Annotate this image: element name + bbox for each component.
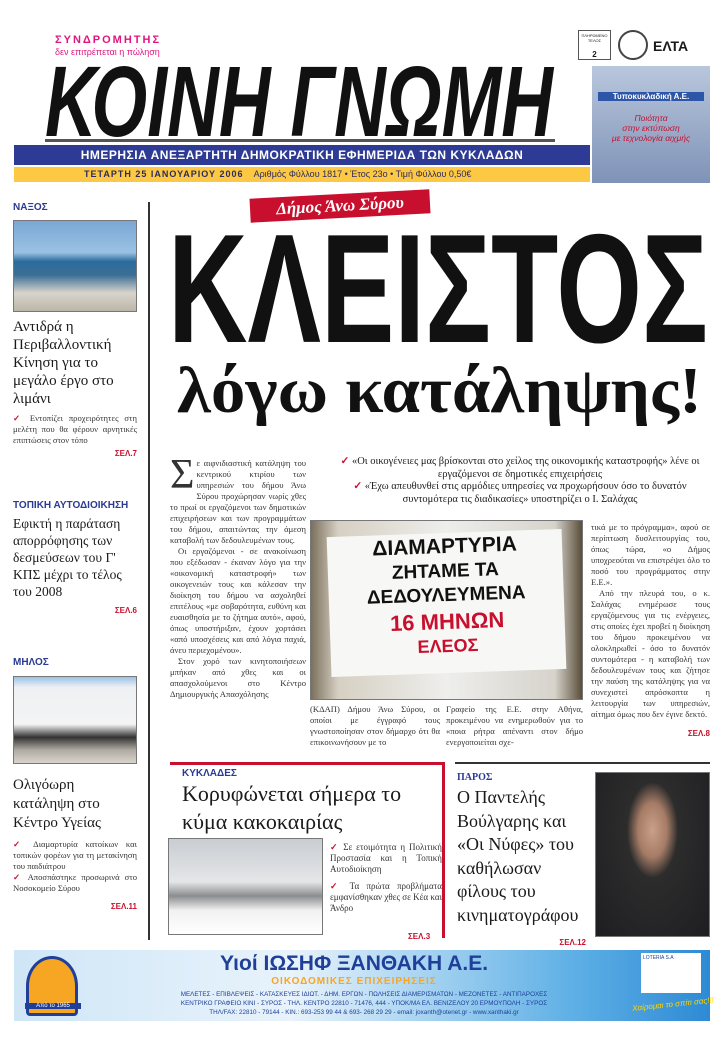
check-icon: ✓ — [330, 881, 343, 891]
issue-date: ΤΕΤΑΡΤΗ 25 ΙΑΝΟΥΑΡΙΟΥ 2006 — [84, 169, 244, 179]
printing-ad-brand: Τυποκυκλαδική Α.Ε. — [598, 92, 704, 101]
details-line: ΤΗΛ/FAX: 22810 - 79144 - ΚΙΝ.: 693-253 99 44 & 693- 268 29 29 - email: joxanth@otenet.gr - www.xanthaki.gr — [209, 1009, 519, 1016]
tagline-bar: ΗΜΕΡΗΣΙΑ ΑΝΕΞΑΡΤΗΤΗ ΔΗΜΟΚΡΑΤΙΚΗ ΕΦΗΜΕΡΙΔΑ ΤΩΝ ΚΥΚΛΑΔΩΝ — [14, 145, 590, 165]
story-bullet: Αποσπάστηκε προσωρινά στο Νοσοκομείο Σύρου — [13, 872, 138, 893]
deck-quote-2: «Έχω απευθυνθεί στις αρμόδιες υπηρεσίες να προχωρήσουν όσο το δυνατόν συντομότερα τις διαδικασίες» υποστηρίζει ο Ι. Σαλάχας — [364, 481, 687, 505]
sidebar-story-local-government[interactable] — [13, 500, 137, 615]
lead-headline[interactable] — [166, 224, 711, 346]
not-for-sale-label: δεν επιτρέπεται η πώληση — [55, 47, 160, 57]
column-rule — [148, 202, 150, 940]
sidebar-story-milos[interactable] — [13, 657, 137, 911]
page-ref[interactable]: ΣΕΛ.8 — [687, 729, 710, 738]
company-logo-icon — [26, 956, 78, 1016]
printing-ad-line3: με τεχνολογία αιχμής — [611, 133, 691, 143]
section-label: ΤΟΠΙΚΗ ΑΥΤΟΔΙΟΙΚΗΣΗ — [13, 500, 129, 511]
check-icon: ✓ — [13, 872, 24, 882]
lead-paragraph: Οι εργαζόμενοι - σε ανακοίνωση που εξέδωσαν - έκαναν λόγο για την «οικονομική καταστροφή» των οικογενειών τους και κάλεσαν την διοίκηση του δήμου να ασχοληθεί επιτέλους «με σοβαρότητα, ευθύνη και ευαισθησία με το ζήτημα αυτό», αφού, όπως υποστήριξαν, έχουν χορτάσει «από υποσχέσεις και από λόγια παχιά, άνευ περιεχομένου». — [170, 546, 306, 655]
story-bullet: Σε ετοιμότητα η Πολιτική Προστασία και η Τοπική Αυτοδιοίκηση — [330, 842, 443, 874]
date-bar — [14, 167, 590, 182]
seal-icon — [618, 30, 648, 60]
story-bullet: Εντοπίζει προχειρότητες στη μελέτη που θα φέρουν αρνητικές επιπτώσεις στον τόπο — [13, 413, 137, 445]
postage-number: 2 — [592, 50, 597, 59]
company-subtitle: ΟΙΚΟΔΟΜΙΚΕΣ ΕΠΙΧΕΙΡΗΣΕΙΣ — [271, 976, 437, 987]
banner-text: ΖΗΤΑΜΕ ΤΑ — [391, 559, 500, 584]
postage-label: ΠΛΗΡΩΜΕΝΟ ΤΕΛΟΣ — [581, 33, 608, 43]
lead-subheadline-text[interactable]: λόγω κατάληψης! — [177, 354, 702, 427]
check-icon: ✓ — [13, 839, 26, 849]
check-icon: ✓ — [340, 456, 350, 467]
section-label: ΜΗΛΟΣ — [13, 657, 49, 668]
newspaper-logo — [45, 62, 555, 138]
lead-paragraph: Στον χορό των κινητοποιήσεων μπήκαν από χθες και οι απασχολούμενοι στο Κέντρο Δημιουργικής Απασχόλησης — [170, 656, 306, 699]
lead-deck — [325, 456, 715, 506]
sidebar-story-naxos[interactable] — [13, 202, 137, 458]
health-center-photo — [13, 676, 137, 764]
lead-kicker: Δήμος Άνω Σύρου — [249, 189, 430, 222]
printing-ad-line1: Ποιότητα — [634, 113, 668, 123]
story-bullet: Τα πρώτα προβλήματα εμφανίσθηκαν χθες σε Κέα και Άνδρο — [330, 881, 442, 913]
page-ref[interactable]: ΣΕΛ.6 — [114, 606, 137, 615]
check-icon: ✓ — [353, 481, 363, 492]
page-ref[interactable]: ΣΕΛ.11 — [110, 902, 137, 911]
voulgaris-photo — [595, 772, 710, 937]
section-rule — [455, 762, 710, 764]
banner-text: ΔΙΑΜΑΡΤΥΡΙΑ — [371, 532, 518, 561]
section-label: ΠΑΡΟΣ — [457, 772, 493, 783]
story-headline[interactable]: Ολιγόωρη κατάληψη στο Κέντρο Υγείας — [13, 777, 101, 831]
lead-column-4 — [591, 522, 710, 739]
ad-slogan: Χαίρομαι το σπίτι σας!!! — [631, 995, 715, 1013]
section-label: ΝΑΞΟΣ — [13, 202, 48, 213]
drop-cap: Σ — [170, 452, 195, 498]
protest-banner — [327, 529, 567, 677]
lead-headline-text[interactable]: ΚΛΕΙΣΤΟΣ — [168, 224, 708, 346]
story-headline[interactable]: Κορυφώνεται σήμερα το κύμα κακοκαιρίας — [182, 781, 402, 834]
company-details — [99, 990, 629, 1017]
lead-paragraph: ε αιφνιδιαστική κατάληψη του κεντρικού κτιρίου των υπηρεσιών του δήμου Άνω Σύρου προχώρησαν νωρίς χθες το πρωί οι εργαζόμενοι των δημοτικών επιχειρήσεων και των προγραμμάτων του δήμου, απαιτώντας την άμεση καταβολή των δεδουλευμένων τους. — [170, 458, 306, 545]
lead-paragraph: τικά με το πρόγραμμα», αφού σε περίπτωση δυσλειτουργίας του, όπως τώρα, «ο Δήμος υποχρεούται να επιστρέψει όλο το ποσό του προγράμματος στην Ε.Ε.». — [591, 522, 710, 587]
lead-paragraph: Από την πλευρά του, ο κ. Σαλάχας ενημέρωσε τους εργαζόμενους για τις ενέργειες, στις οποίες έχει προβεί η διοίκηση του δήμου προκειμένου να ολοκληρωθεί - όσο το δυνατόν συντομότερα - η καταβολή των δεδουλευμένων τους και ζήτησε την παύση της κατάληψης για να συνεχιστεί απρόσκοπτα η λειτουργία των υπηρεσιών, αίτημα όμως που δεν έγινε δεκτό. — [591, 588, 710, 719]
lead-column-2: (ΚΔΑΠ) Δήμου Άνω Σύρου, οι οποίοι με έγγραφό τους γνωστοποίησαν στον δήμαρχο ότι θα επικοινωνήσουν με το — [310, 704, 440, 747]
subscriber-label: ΣΥΝΔΡΟΜΗΤΗΣ — [55, 34, 162, 46]
xanthakis-ad[interactable] — [14, 950, 715, 1021]
postage-badge — [578, 30, 611, 60]
deck-quote-1: «Οι οικογένειες μας βρίσκονται στο χείλος της οικονομικής καταστροφής» λένε οι εργαζόμενοι σε δημοτικές επιχειρήσεις — [351, 456, 700, 480]
lead-column-1 — [170, 452, 306, 700]
story-headline[interactable]: Αντιδρά η Περιβαλλοντική Κίνηση για το μεγάλο έργο στο λιμάνι — [13, 319, 114, 407]
newspaper-logo-text: ΚΟΙΝΗ ΓΝΩΜΗ — [45, 62, 555, 138]
check-icon: ✓ — [13, 413, 24, 423]
banner-text: ΕΛΕΟΣ — [417, 634, 479, 658]
company-name: Υιοί ΙΩΣΗΦ ΞΑΝΘΑΚΗ Α.Ε. — [219, 952, 489, 975]
elta-logo: ΕΛΤΑ — [653, 38, 689, 54]
check-icon: ✓ — [330, 842, 340, 852]
lead-subheadline[interactable] — [175, 352, 705, 432]
story-bullet: Διαμαρτυρία κατοίκων και τοπικών φορέων για τη μετακίνηση του παιδιάτρου — [13, 839, 137, 871]
page-ref[interactable]: ΣΕΛ.12 — [559, 938, 586, 947]
since-label: Από το 1965 — [25, 1003, 81, 1009]
logo-underline — [45, 139, 555, 142]
certification-badge: LOTERIA S.A — [641, 953, 701, 993]
story-headline[interactable]: Ο Παντελής Βούλγαρης και «Οι Νύφες» του καθήλωσαν φίλους του κινηματογράφου — [457, 787, 579, 925]
naxos-port-photo — [13, 220, 137, 312]
section-label: ΚΥΚΛΑΔΕΣ — [182, 768, 237, 779]
details-line: ΜΕΛΕΤΕΣ - ΕΠΙΒΛΕΨΕΙΣ - ΚΑΤΑΣΚΕΥΕΣ ΙΔΙΩΤ. - ΔΗΜ. ΕΡΓΩΝ - ΠΩΛΗΣΕΙΣ ΔΙΑΜΕΡΙΣΜΑΤΩΝ - ΜΕΖΟΝΕΤΕΣ - ΑΝΤΙΠΑΡΟΧΕΣ — [180, 991, 548, 998]
issue-info: Αριθμός Φύλλου 1817 • Έτος 23ο • Τιμή Φύλλου 0,50€ — [253, 169, 472, 179]
details-line: ΚΕΝΤΡΙΚΟ ΓΡΑΦΕΙΟ ΚΙΝΙ - ΣΥΡΟΣ - ΤΗΛ. ΚΕΝΤΡΟ 22810 - 71476, 444 - ΥΠΟΚ/ΜΑ ΕΛ. ΒΕΝΙΖΕΛΟΥ 20 ΕΡΜΟΥΠΟΛΗ - ΣΥΡΟΣ — [180, 1000, 548, 1007]
snow-photo — [168, 838, 323, 935]
story-headline[interactable]: Εφικτή η παράταση απορρόφησης των δεσμεύσεων του Γ' ΚΠΣ μέχρι το τέλος του 2008 — [13, 516, 122, 599]
printing-ad[interactable] — [592, 66, 710, 183]
banner-text: 16 ΜΗΝΩΝ — [389, 607, 505, 636]
printing-ad-line2: στην εκτύπωση — [622, 123, 680, 133]
protest-banner-photo — [310, 520, 583, 700]
weather-bullets — [330, 842, 442, 914]
banner-text: ΔΕΔΟΥΛΕΥΜΕΝΑ — [366, 582, 526, 609]
lead-column-3: Γραφείο της Ε.Ε. στην Αθήνα, προκειμένου να ενημερωθούν για το «ποια ρήτρα απέναντι στον δήμο ενεργοποιείται σχε- — [446, 704, 583, 747]
page-ref[interactable]: ΣΕΛ.3 — [405, 932, 433, 941]
page-ref[interactable]: ΣΕΛ.7 — [114, 449, 137, 458]
